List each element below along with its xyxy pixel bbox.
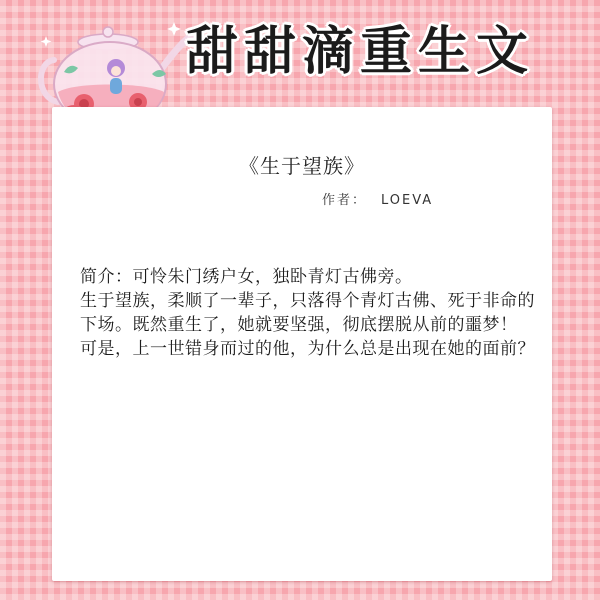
author-line (322, 189, 433, 208)
book-title: 《生于望族》 (239, 154, 365, 178)
synopsis (80, 265, 542, 361)
author-label: 作者： (322, 193, 368, 208)
synopsis-question: 可是，上一世错身而过的他，为什么总是出现在她的面前？ (80, 339, 535, 359)
synopsis-intro: 简介：可怜朱门绣户女，独卧青灯古佛旁。 (80, 267, 413, 287)
content-card (52, 107, 552, 581)
banner-title: 甜甜滴重生文 (186, 22, 535, 82)
synopsis-body: 生于望族，柔顺了一辈子，只落得个青灯古佛、死于非命的下场。既然重生了，她就要坚强，彻底摆脱从前的噩梦！ (80, 291, 535, 335)
author-name: LOEVA (381, 193, 434, 208)
